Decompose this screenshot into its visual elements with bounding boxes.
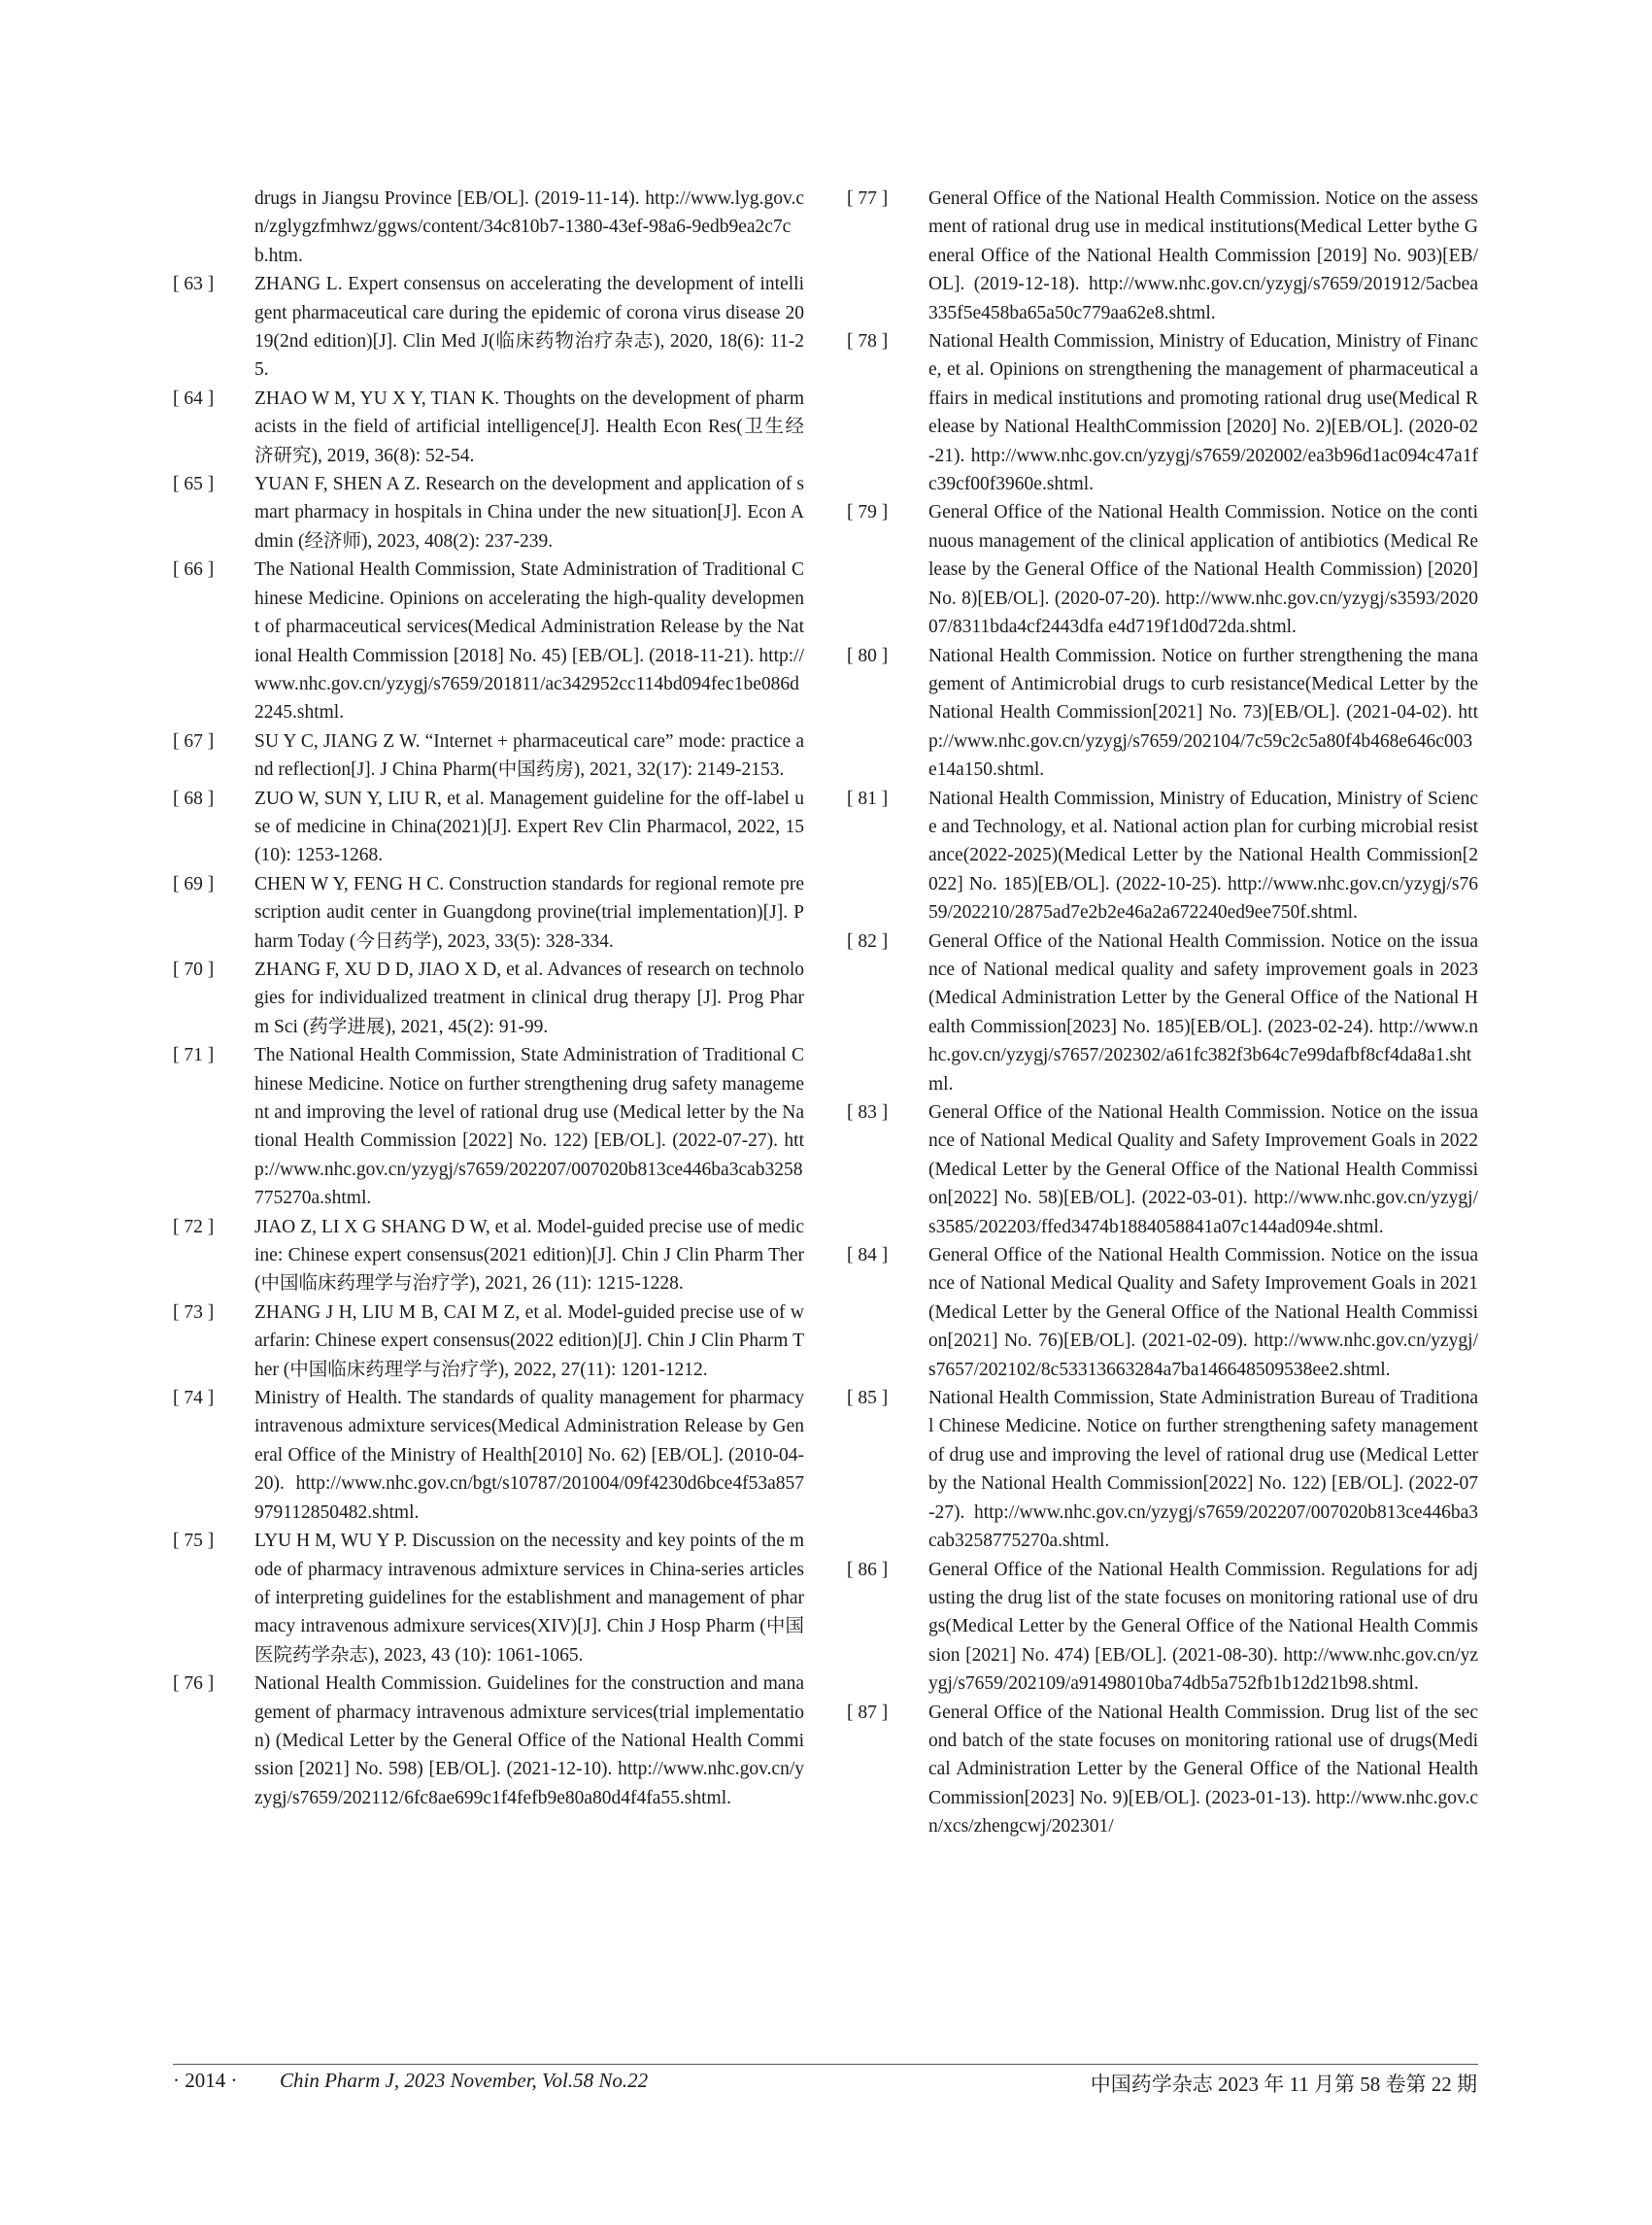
reference-number: [ 68 ] <box>173 788 215 809</box>
reference-text: The National Health Commission, State Administration of Traditional Chinese Medicine. Notice on further strengthening drug safety management and improving the level of rational drug use (Medical letter by the National Health Commission [2022] No. 122) [EB/OL]. (2022-07-27). http://www.nhc.gov.cn/yzygj/s7659/202207/007020b813ce446ba3cab3258775270a.shtml. <box>254 1045 804 1209</box>
reference-number: [ 75 ] <box>173 1531 215 1552</box>
reference-text: General Office of the National Health Commission. Notice on the continuous management of the clinical application of antibiotics (Medical Release by the General Office of the National Health Commission) [2020] No. 8)[EB/OL]. (2020-07-20). http://www.nhc.gov.cn/yzygj/s3593/202007/8311bda4cf2443dfa e4d719f1d0d72da.shtml. <box>928 502 1478 638</box>
reference-column-right <box>847 185 1478 1841</box>
reference-number: [ 67 ] <box>173 730 215 752</box>
reference-text: SU Y C, JIANG Z W. “Internet + pharmaceutical care” mode: practice and reflection[J]. J China Pharm(中国药房), 2021, 32(17): 2149-2153. <box>254 730 804 781</box>
reference-number: [ 81 ] <box>847 788 889 809</box>
reference-entry <box>847 1241 1478 1384</box>
reference-number: [ 79 ] <box>847 502 889 523</box>
reference-text: National Health Commission, State Administration Bureau of Traditional Chinese Medicine. Notice on further strengthening safety management of drug use and improving the level of rational drug use (Medical Letter by the National Health Commission[2022] No. 122) [EB/OL]. (2022-07-27). http://www.nhc.gov.cn/yzygj/s7659/202207/007020b813ce446ba3cab3258775270a.shtml. <box>928 1388 1478 1552</box>
journal-citation: Chin Pharm J, 2023 November, Vol.58 No.22 <box>280 2069 649 2092</box>
reference-number: [ 76 ] <box>173 1673 215 1695</box>
reference-number: [ 74 ] <box>173 1388 215 1409</box>
reference-number: [ 85 ] <box>847 1388 889 1409</box>
reference-text: YUAN F, SHEN A Z. Research on the development and application of smart pharmacy in hospitals in China under the new situation[J]. Econ Admin (经济师), 2023, 408(2): 237-239. <box>254 474 804 552</box>
reference-entry <box>173 1213 804 1298</box>
reference-entry <box>847 185 1478 327</box>
reference-entry <box>847 642 1478 785</box>
reference-entry <box>847 785 1478 927</box>
reference-entry <box>173 785 804 870</box>
reference-entry <box>173 1041 804 1212</box>
reference-entry <box>847 1556 1478 1699</box>
reference-text: National Health Commission, Ministry of Education, Ministry of Science and Technology, et al. National action plan for curbing microbial resistance(2022-2025)(Medical Letter by the National Health Commission[2022] No. 185)[EB/OL]. (2022-10-25). http://www.nhc.gov.cn/yzygj/s7659/202210/2875ad7e2b2e46a2a672240ed9ee750f.shtml. <box>928 788 1478 924</box>
reference-number: [ 72 ] <box>173 1216 215 1237</box>
reference-column-left <box>173 185 804 1812</box>
reference-text: General Office of the National Health Commission. Drug list of the second batch of the state focuses on monitoring rational use of drugs(Medical Administration Letter by the General Office of the National Health Commission[2023] No. 9)[EB/OL]. (2023-01-13). http://www.nhc.gov.cn/xcs/zhengcwj/202301/ <box>928 1702 1478 1837</box>
footer-divider <box>173 2064 1478 2065</box>
reference-text: National Health Commission, Ministry of Education, Ministry of Finance, et al. Opinions on strengthening the management of pharmaceutical affairs in medical institutions and promoting rational drug use(Medical Release by National HealthCommission [2020] No. 2)[EB/OL]. (2020-02-21). http://www.nhc.gov.cn/yzygj/s7659/202002/ea3b96d1ac094c47a1fc39cf00f3960e.shtml. <box>928 331 1478 495</box>
reference-number: [ 63 ] <box>173 274 215 295</box>
reference-text: ZHAO W M, YU X Y, TIAN K. Thoughts on the development of pharmacists in the field of artificial intelligence[J]. Health Econ Res(卫生经济研究), 2019, 36(8): 52-54. <box>254 388 804 466</box>
reference-text: National Health Commission. Guidelines for the construction and management of pharmacy intravenous admixture services(trial implementation) (Medical Letter by the General Office of the National Health Commission [2021] No. 598) [EB/OL]. (2021-12-10). http://www.nhc.gov.cn/yzygj/s7659/202112/6fc8ae699c1f4fefb9e80a80d4f4fa55.shtml. <box>254 1673 804 1808</box>
reference-number: [ 73 ] <box>173 1301 215 1323</box>
reference-text: LYU H M, WU Y P. Discussion on the necessity and key points of the mode of pharmacy intravenous admixture services in China-series articles of interpreting guidelines for the establishment and management of pharmacy intravenous admixure services(XIV)[J]. Chin J Hosp Pharm (中国医院药学杂志), 2023, 43 (10): 1061-1065. <box>254 1531 804 1666</box>
reference-number: [ 80 ] <box>847 645 889 666</box>
reference-text: General Office of the National Health Commission. Regulations for adjusting the drug list of the state focuses on monitoring rational use of drugs(Medical Letter by the General Office of the National Health Commission [2021] No. 474) [EB/OL]. (2021-08-30). http://www.nhc.gov.cn/yzygj/s7659/202109/a91498010ba74db5a752fb1b12d21b98.shtml. <box>928 1559 1478 1695</box>
reference-entry <box>173 270 804 385</box>
reference-text: ZHANG L. Expert consensus on accelerating the development of intelligent pharmaceutical care during the epidemic of corona virus disease 2019(2nd edition)[J]. Clin Med J(临床药物治疗杂志), 2020, 18(6): 11-25. <box>254 274 804 381</box>
reference-text: ZHANG J H, LIU M B, CAI M Z, et al. Model-guided precise use of warfarin: Chinese expert consensus(2022 edition)[J]. Chin J Clin Pharm Ther (中国临床药理学与治疗学), 2022, 27(11): 1201-1212. <box>254 1301 804 1380</box>
reference-number: [ 78 ] <box>847 331 889 353</box>
reference-number: [ 69 ] <box>173 873 215 894</box>
reference-entry <box>173 470 804 556</box>
reference-entry <box>173 556 804 726</box>
reference-text: National Health Commission. Notice on further strengthening the management of Antimicrobial drugs to curb resistance(Medical Letter by the National Health Commission[2021] No. 73)[EB/OL]. (2021-04-02). http://www.nhc.gov.cn/yzygj/s7659/202104/7c59c2c5a80f4b468e646c003e14a150.shtml. <box>928 645 1478 781</box>
reference-text: JIAO Z, LI X G SHANG D W, et al. Model-guided precise use of medicine: Chinese expert consensus(2021 edition)[J]. Chin J Clin Pharm Ther (中国临床药理学与治疗学), 2021, 26 (11): 1215-1228. <box>254 1216 804 1295</box>
reference-text: Ministry of Health. The standards of quality management for pharmacy intravenous admixture services(Medical Administration Release by General Office of the Ministry of Health[2010] No. 62) [EB/OL]. (2010-04-20). http://www.nhc.gov.cn/bgt/s10787/201004/09f4230d6bce4f53a857979112850482.shtml. <box>254 1388 804 1523</box>
reference-number: [ 65 ] <box>173 474 215 495</box>
reference-entry <box>173 727 804 785</box>
reference-number: [ 86 ] <box>847 1559 889 1580</box>
reference-number: [ 70 ] <box>173 959 215 980</box>
reference-entry <box>173 1669 804 1812</box>
reference-number: [ 66 ] <box>173 559 215 581</box>
reference-entry <box>847 1699 1478 1841</box>
reference-number: [ 87 ] <box>847 1702 889 1723</box>
journal-citation-chinese: 中国药学杂志 2023 年 11 月第 58 卷第 22 期 <box>1090 2073 1477 2096</box>
reference-number: [ 82 ] <box>847 930 889 952</box>
reference-number: [ 84 ] <box>847 1245 889 1266</box>
reference-entry <box>847 498 1478 641</box>
reference-text: The National Health Commission, State Administration of Traditional Chinese Medicine. Opinions on accelerating the high-quality development of pharmaceutical services(Medical Administration Release by the National Health Commission [2018] No. 45) [EB/OL]. (2018-11-21). http://www.nhc.gov.cn/yzygj/s7659/201811/ac342952cc114bd094fec1be086d2245.shtml. <box>254 559 804 724</box>
reference-number: [ 83 ] <box>847 1102 889 1123</box>
reference-text: General Office of the National Health Commission. Notice on the issuance of National Medical Quality and Safety Improvement Goals in 2021(Medical Letter by the General Office of the National Health Commission[2021] No. 76)[EB/OL]. (2021-02-09). http://www.nhc.gov.cn/yzygj/s7657/202102/8c53313663284a7ba146648509538ee2.shtml. <box>928 1245 1478 1380</box>
reference-entry <box>173 1527 804 1669</box>
reference-entry <box>847 1384 1478 1555</box>
reference-entry <box>173 1384 804 1527</box>
reference-number: [ 77 ] <box>847 188 889 209</box>
reference-number: [ 64 ] <box>173 388 215 409</box>
reference-entry <box>847 1098 1478 1241</box>
reference-text: ZUO W, SUN Y, LIU R, et al. Management guideline for the off-label use of medicine in China(2021)[J]. Expert Rev Clin Pharmacol, 2022, 15(10): 1253-1268. <box>254 788 804 866</box>
reference-entry <box>173 870 804 956</box>
reference-entry <box>173 956 804 1041</box>
reference-text: ZHANG F, XU D D, JIAO X D, et al. Advances of research on technologies for individualized treatment in clinical drug therapy [J]. Prog Pharm Sci (药学进展), 2021, 45(2): 91-99. <box>254 959 804 1037</box>
page-number: · 2014 · <box>173 2069 238 2092</box>
reference-entry <box>847 927 1478 1098</box>
reference-entry <box>847 327 1478 498</box>
reference-number: [ 71 ] <box>173 1045 215 1066</box>
reference-text: General Office of the National Health Commission. Notice on the issuance of National medical quality and safety improvement goals in 2023(Medical Administration Letter by the General Office of the National Health Commission[2023] No. 185)[EB/OL]. (2023-02-24). http://www.nhc.gov.cn/yzygj/s7657/202302/a61fc382f3b64c7e99dafbf8cf4da8a1.shtml. <box>928 930 1478 1095</box>
reference-text: General Office of the National Health Commission. Notice on the issuance of National Medical Quality and Safety Improvement Goals in 2022(Medical Letter by the General Office of the National Health Commission[2022] No. 58)[EB/OL]. (2022-03-01). http://www.nhc.gov.cn/yzygj/s3585/202203/ffed3474b1884058841a07c144ad094e.shtml. <box>928 1102 1478 1237</box>
reference-entry <box>173 385 804 470</box>
reference-entry <box>173 185 804 270</box>
reference-text: CHEN W Y, FENG H C. Construction standards for regional remote prescription audit center in Guangdong provine(trial implementation)[J]. Pharm Today (今日药学), 2023, 33(5): 328-334. <box>254 873 804 952</box>
reference-text: General Office of the National Health Commission. Notice on the assessment of rational drug use in medical institutions(Medical Letter bythe General Office of the National Health Commission [2019] No. 903)[EB/OL]. (2019-12-18). http://www.nhc.gov.cn/yzygj/s7659/201912/5acbea335f5e458ba65a50c779aa62e8.shtml. <box>928 188 1478 323</box>
reference-entry <box>173 1298 804 1384</box>
reference-text: drugs in Jiangsu Province [EB/OL]. (2019-11-14). http://www.lyg.gov.cn/zglygzfmhwz/ggws/content/34c810b7-1380-43ef-98a6-9edb9ea2c7cb.htm. <box>254 188 804 266</box>
